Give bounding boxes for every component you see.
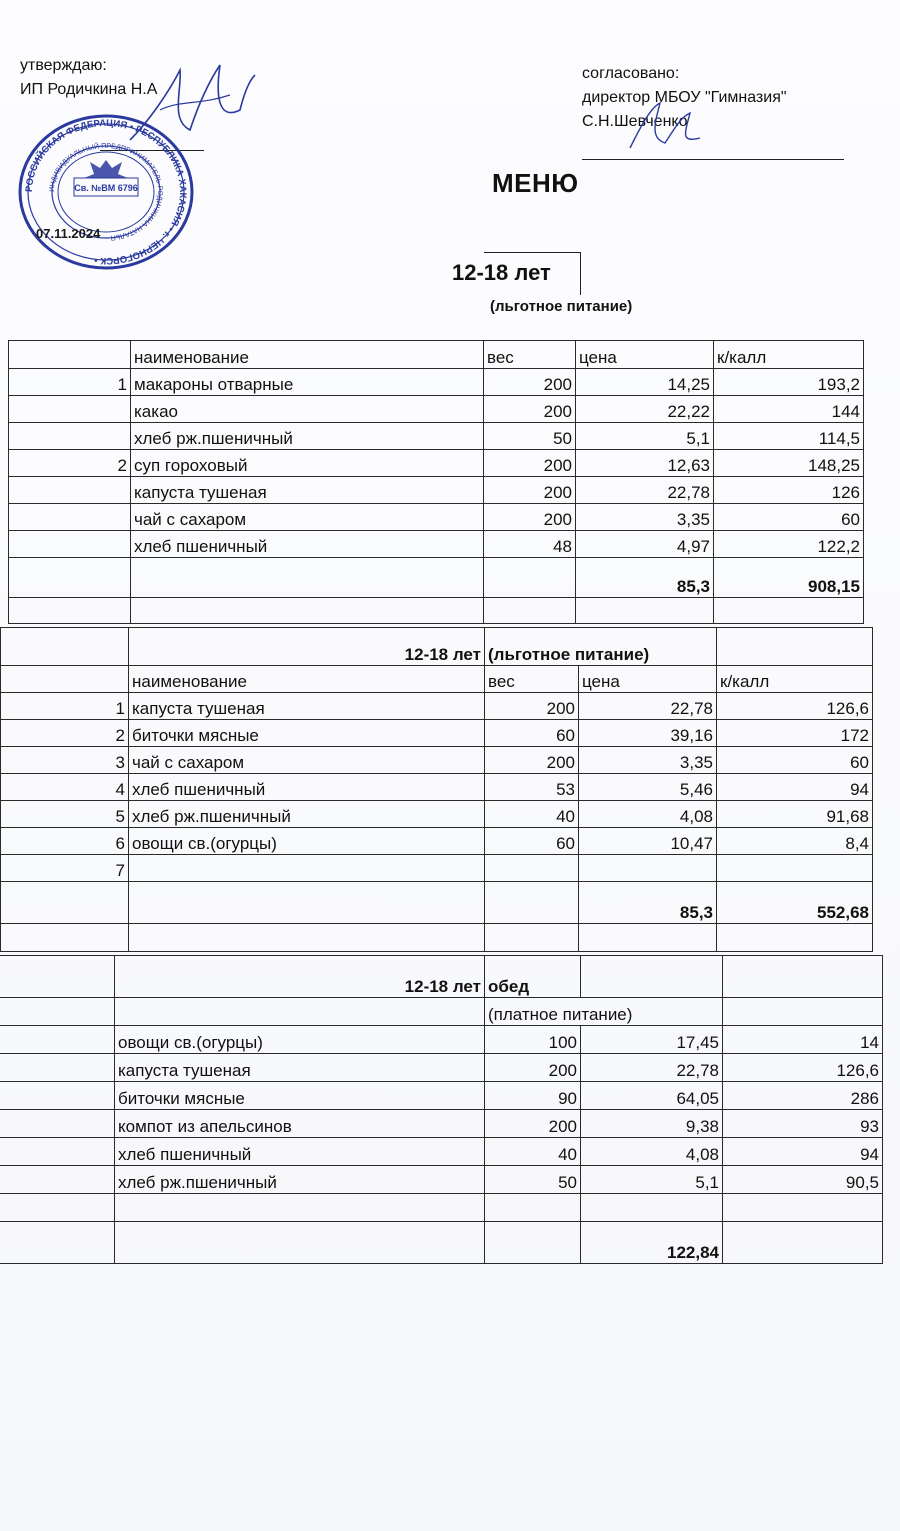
table-row: овощи св.(огурцы) 100 17,45 14: [0, 1026, 883, 1054]
section1-subheading: (льготное питание): [490, 298, 633, 315]
table-row: капуста тушеная 200 22,78 126: [9, 477, 864, 504]
table-row: биточки мясные 90 64,05 286: [0, 1082, 883, 1110]
table-row: чай с сахаром 200 3,35 60: [9, 504, 864, 531]
col-price: цена: [579, 666, 717, 693]
total-row: [1, 882, 873, 924]
section1-total-kcal: 908,15: [714, 558, 864, 598]
col-name: наименование: [131, 341, 484, 369]
section3-heading-row: [0, 956, 883, 998]
director-name: С.Н.Шевченко: [582, 113, 688, 130]
section3-subheading: (платное питание): [485, 998, 723, 1026]
svg-text:Св. №ВМ 6796: Св. №ВМ 6796: [74, 183, 138, 193]
table-row: хлеб рж.пшеничный 50 5,1 90,5: [0, 1166, 883, 1194]
table-row: хлеб пшеничный 48 4,97 122,2: [9, 531, 864, 558]
section3-heading: 12-18 лет: [115, 956, 485, 998]
table-row: 7: [1, 855, 873, 882]
section3-subheading-row: [0, 998, 883, 1026]
table-row: 3 чай с сахаром 200 3,35 60: [1, 747, 873, 774]
table-row: какао 200 22,22 144: [9, 396, 864, 423]
svg-text:РОССИЙСКАЯ ФЕДЕРАЦИЯ • РЕСПУБЛ: РОССИЙСКАЯ ФЕДЕРАЦИЯ • РЕСПУБЛИКА ХАКАСИЯ • г. ЧЕРНОГОРСК •: [23, 117, 189, 267]
table-row: 2 суп гороховый 200 12,63 148,25: [9, 450, 864, 477]
table-row: хлеб рж.пшеничный 50 5,1 114,5: [9, 423, 864, 450]
section1-table: [8, 340, 864, 624]
table-row: 5 хлеб рж.пшеничный 40 4,08 91,68: [1, 801, 873, 828]
section1-total-price: 85,3: [576, 558, 714, 598]
table-row: капуста тушеная 200 22,78 126,6: [0, 1054, 883, 1082]
table-row: 4 хлеб пшеничный 53 5,46 94: [1, 774, 873, 801]
table-header-row: [1, 666, 873, 693]
stamp-date: 07.11.2024: [36, 226, 101, 241]
table-row: компот из апельсинов 200 9,38 93: [0, 1110, 883, 1138]
section2-total-price: 85,3: [579, 882, 717, 924]
approver-name: ИП Родичкина Н.А: [20, 81, 158, 98]
col-weight: вес: [484, 341, 576, 369]
svg-text:ИНДИВИДУАЛЬНЫЙ ПРЕДПРИНИМАТЕЛЬ: ИНДИВИДУАЛЬНЫЙ ПРЕДПРИНИМАТЕЛЬ РОДИЧКИНА НАТАЛЬЯ: [48, 142, 164, 241]
table-row: 6 овощи св.(огурцы) 60 10,47 8,4: [1, 828, 873, 855]
section3-total-price: 122,84: [581, 1222, 723, 1264]
table-row: 2 биточки мясные 60 39,16 172: [1, 720, 873, 747]
page-title: МЕНЮ: [492, 168, 579, 198]
col-price: цена: [576, 341, 714, 369]
approver-signature: [120, 50, 260, 160]
col-weight: вес: [485, 666, 579, 693]
section1-heading: 12-18 лет: [452, 260, 551, 285]
table-header-row: [9, 341, 864, 369]
empty-row: [9, 598, 864, 624]
section2-subheading: (льготное питание): [485, 628, 717, 666]
empty-row: [1, 924, 873, 952]
section2-total-kcal: 552,68: [717, 882, 873, 924]
table-row: 1 капуста тушеная 200 22,78 126,6: [1, 693, 873, 720]
section2-heading-row: [1, 628, 873, 666]
director-title: директор МБОУ "Гимназия": [582, 89, 787, 106]
director-signature: [620, 98, 710, 158]
empty-row: [0, 1194, 883, 1222]
section2-heading: 12-18 лет: [129, 628, 485, 666]
section3-meal: обед: [485, 956, 581, 998]
col-kcal: к/калл: [717, 666, 873, 693]
total-row: [0, 1222, 883, 1264]
col-kcal: к/калл: [714, 341, 864, 369]
approve-label: утверждаю:: [20, 57, 107, 74]
section3-table: [0, 955, 883, 1264]
col-name: наименование: [129, 666, 485, 693]
section2-table: [0, 627, 873, 952]
agree-label: согласовано:: [582, 65, 680, 82]
table-row: хлеб пшеничный 40 4,08 94: [0, 1138, 883, 1166]
table-row: 1 макароны отварные 200 14,25 193,2: [9, 369, 864, 396]
agree-signature-line: [582, 159, 844, 160]
total-row: [9, 558, 864, 598]
